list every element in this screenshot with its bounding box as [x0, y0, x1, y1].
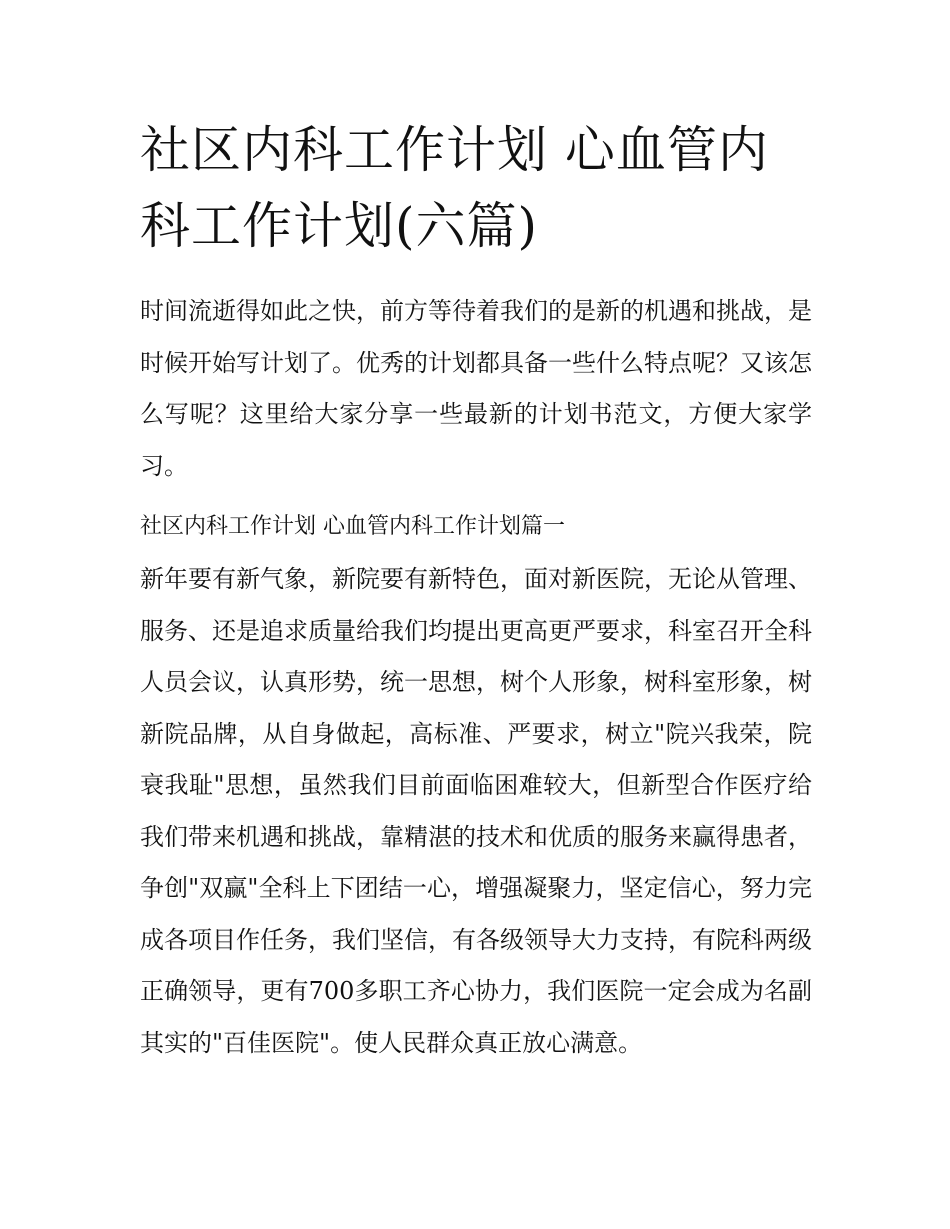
body-paragraph: 新年要有新气象，新院要有新特色，面对新医院，无论从管理、服务、还是追求质量给我们均提出更高更严要求，科室召开全科人员会议，认真形势，统一思想，树个人形象，树科室形象，树新院品牌，从自身做起，高标准、严要求，树立"院兴我荣，院衰我耻"思想，虽然我们目前面临困难较大，但新型合作医疗给我们带来机遇和挑战，靠精湛的技术和优质的服务来赢得患者，争创"双赢"全科上下团结一心，增强凝聚力，坚定信心，努力完成各项目作任务，我们坚信，有各级领导大力支持，有院科两级正确领导，更有700多职工齐心协力，我们医院一定会成为名副其实的"百佳医院"。使人民群众真正放心满意。: [140, 565, 812, 1057]
intro-paragraph: 时间流逝得如此之快，前方等待着我们的是新的机遇和挑战，是时候开始写计划了。优秀的计划都具备一些什么特点呢？又该怎么写呢？这里给大家分享一些最新的计划书范文，方便大家学习。: [140, 297, 812, 480]
document-title: 社区内科工作计划 心血管内科工作计划(六篇): [140, 121, 769, 255]
section-heading: 社区内科工作计划 心血管内科工作计划篇一: [140, 514, 565, 539]
document-content: [140, 112, 812, 1069]
